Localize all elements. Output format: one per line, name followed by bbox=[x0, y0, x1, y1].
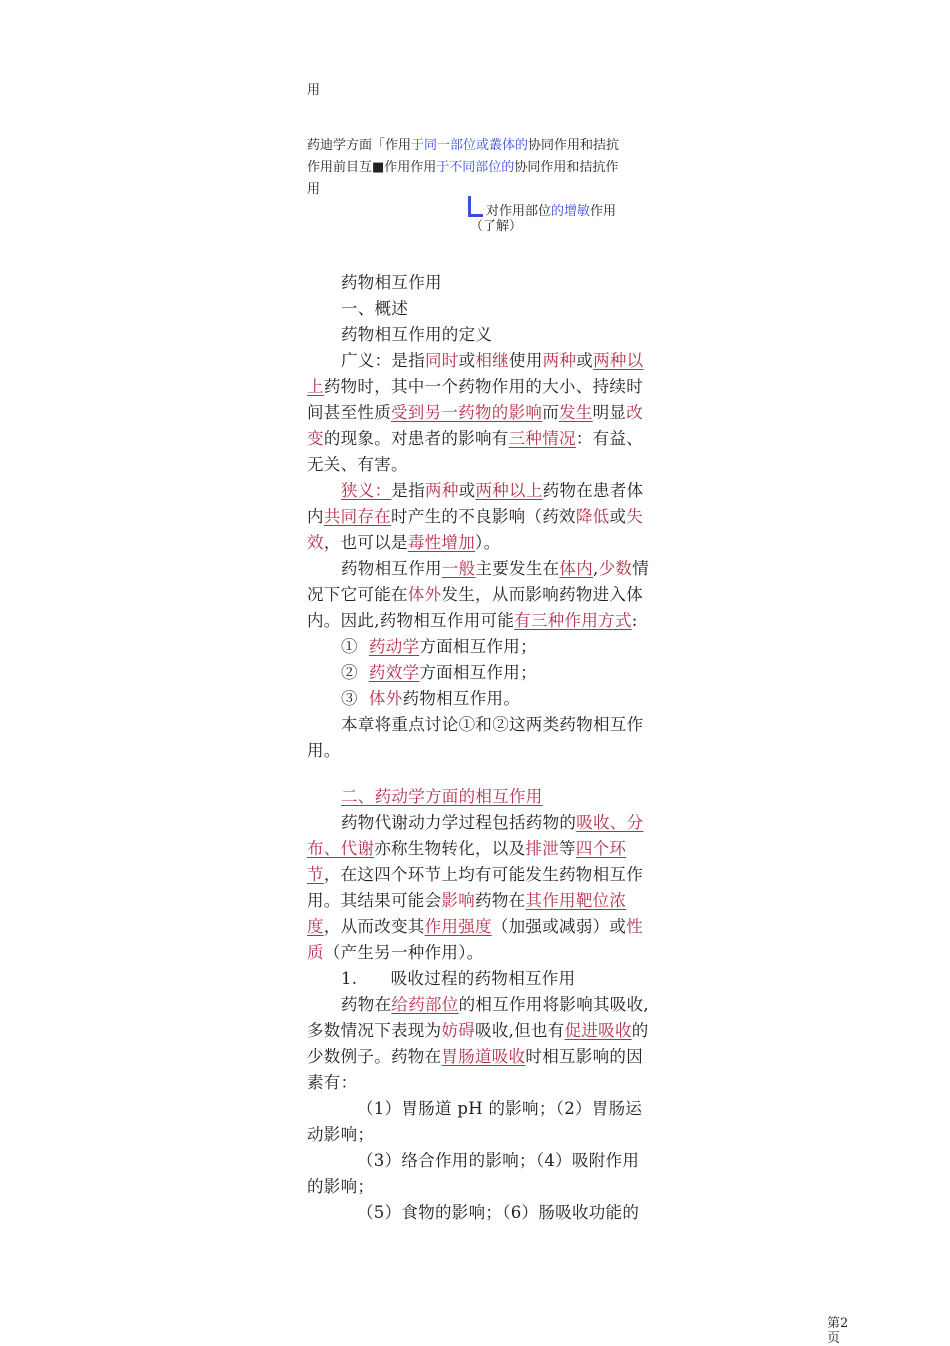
text-run: 亦称生物转化，以及 bbox=[374, 839, 526, 858]
document-body bbox=[307, 270, 652, 1226]
outline-fragment-line: 用 bbox=[307, 83, 321, 98]
factor-line: （5）食物的影响；（6）肠吸收功能的 bbox=[357, 1203, 640, 1222]
text-run: 吸收,但也有 bbox=[475, 1021, 565, 1040]
text-run: 广义：是指 bbox=[341, 351, 425, 370]
outline-highlight: 于同一部位或叢体的 bbox=[411, 138, 529, 153]
highlight-term: 药动学 bbox=[368, 637, 420, 656]
outline-text: 对作用部位 bbox=[486, 204, 552, 219]
bracket-connector-icon bbox=[468, 196, 483, 217]
text-run: 的少数例子。药物在 bbox=[307, 1021, 649, 1066]
highlight-term: 发生 bbox=[559, 403, 593, 422]
text-run: 等 bbox=[559, 839, 576, 858]
factor-line: （1）胃肠道 pH 的影响；（2）胃肠运动影响； bbox=[307, 1099, 643, 1144]
list-item bbox=[307, 686, 652, 712]
outline-text: 协同作用和拮抗作 bbox=[514, 160, 619, 175]
narrow-definition-paragraph bbox=[307, 478, 652, 556]
text-run: 药物时，其中一个药物作用的大小、持续时间甚至性质 bbox=[307, 377, 644, 422]
text-run: 药物相互作用。 bbox=[402, 689, 521, 708]
highlight-term: 降低 bbox=[575, 507, 610, 526]
outline-text: 协同作用和拮抗 bbox=[528, 138, 620, 153]
section-title-text: 二、药动学方面的相互作用 bbox=[341, 787, 543, 806]
text-run: 方面相互作用； bbox=[419, 663, 537, 682]
highlight-term: 两种 bbox=[425, 481, 459, 500]
text-run: : bbox=[631, 611, 638, 630]
list-number: ② bbox=[341, 663, 358, 682]
text-run: 的现象。对患者的影响有 bbox=[323, 429, 509, 448]
text-run: （加强或减弱）或 bbox=[491, 917, 627, 936]
factor-line: （3）络合作用的影响；（4）吸附作用的影响； bbox=[307, 1151, 640, 1196]
highlight-term: 影响 bbox=[441, 891, 476, 910]
text-run: 主要发生在 bbox=[475, 559, 560, 578]
text-run: ：有益、无关、有害。 bbox=[307, 429, 644, 474]
text-run: 是指 bbox=[391, 481, 426, 500]
highlight-term: 作用强度 bbox=[424, 917, 492, 936]
highlight-term: 两种以上 bbox=[475, 481, 543, 500]
highlight-term: 两种以上 bbox=[307, 351, 644, 396]
text-run: 或 bbox=[458, 351, 476, 370]
highlight-term: 毒性增加 bbox=[407, 533, 476, 552]
text-run: 明显 bbox=[592, 403, 627, 422]
text-run: ，在这四个环节上均有可能发生药物相互作用。其结果可能会 bbox=[307, 865, 644, 910]
highlight-term: 给药部位 bbox=[391, 995, 459, 1014]
highlight-term: 吸收、分布、代谢 bbox=[307, 813, 644, 858]
outline-note: （了解） bbox=[470, 219, 523, 234]
highlight-term: 有三种作用方式 bbox=[514, 611, 632, 630]
pharmacokinetics-paragraph bbox=[307, 810, 652, 966]
highlight-term: 胃肠道吸收 bbox=[441, 1047, 526, 1066]
highlight-term: 促进吸收 bbox=[564, 1021, 632, 1040]
text-run: , bbox=[593, 559, 599, 578]
text-run: 药物在 bbox=[341, 995, 392, 1014]
highlight-term: 妨碍 bbox=[441, 1021, 476, 1040]
text-run: ）。 bbox=[475, 533, 501, 552]
highlight-term: 体内 bbox=[559, 559, 594, 578]
highlight-term: 失效 bbox=[307, 507, 644, 552]
text-run: 情况下它可能在 bbox=[307, 559, 649, 604]
text-run: 时相互影响的因素有： bbox=[307, 1047, 644, 1092]
highlight-term: 受到另一药物的影响 bbox=[391, 403, 543, 422]
section-heading bbox=[307, 784, 652, 810]
highlight-term: 同时 bbox=[425, 351, 459, 370]
highlight-term: 两种 bbox=[542, 351, 577, 370]
highlight-term: 一般 bbox=[441, 559, 476, 578]
outline-interaction-line bbox=[307, 157, 652, 179]
text-run: （产生另一种作用）。 bbox=[323, 943, 484, 962]
highlight-term: 共同存在 bbox=[323, 507, 392, 526]
interaction-mode-paragraph bbox=[307, 556, 652, 634]
highlight-term: 改变 bbox=[307, 403, 644, 448]
text-run: 或 bbox=[576, 351, 594, 370]
definition-heading: 药物相互作用的定义 bbox=[341, 325, 493, 344]
highlight-term: 少数 bbox=[598, 559, 633, 578]
subsection-heading: 1. 吸收过程的药物相互作用 bbox=[341, 969, 576, 988]
outline-text: 药迪学方面「作用 bbox=[307, 138, 412, 153]
text-run: 使用 bbox=[509, 351, 543, 370]
outline-fragment-line: 用 bbox=[307, 182, 321, 197]
highlight-term: 药效学 bbox=[368, 663, 420, 682]
highlight-term: 体外 bbox=[368, 689, 403, 708]
highlight-term: 排泄 bbox=[525, 839, 560, 858]
text-run: 药物在患者体内 bbox=[307, 481, 644, 526]
highlight-term: 体外 bbox=[407, 585, 442, 604]
highlight-term: 四个环节 bbox=[307, 839, 627, 884]
text-run: 药物相互作用 bbox=[341, 559, 442, 578]
text-run: 发生，从而影响药物进入体内。因此,药物相互作用可能 bbox=[307, 585, 644, 630]
highlight-term: 狭义： bbox=[341, 481, 392, 500]
text-run: ，也可以是 bbox=[323, 533, 408, 552]
list-item bbox=[307, 634, 652, 660]
outline-pharmacodynamics-line bbox=[307, 135, 652, 157]
highlight-term: 其作用靶位浓度 bbox=[307, 891, 627, 936]
text-run: 时产生的不良影响（药效 bbox=[391, 507, 576, 526]
absorption-paragraph bbox=[307, 992, 652, 1096]
outline-highlight: 于不同部位的 bbox=[436, 160, 515, 175]
text-run: 方面相互作用； bbox=[419, 637, 537, 656]
outline-text: 作用 bbox=[590, 204, 617, 219]
broad-definition-paragraph bbox=[307, 348, 652, 478]
text-run: 或 bbox=[609, 507, 627, 526]
chapter-focus-paragraph: 本章将重点讨论①和②这两类药物相互作用。 bbox=[307, 715, 644, 760]
section-title: 药物相互作用 bbox=[341, 273, 442, 292]
highlight-term: 相继 bbox=[475, 351, 510, 370]
highlight-term: 性质 bbox=[307, 917, 644, 962]
heading-overview: 一、概述 bbox=[341, 299, 409, 318]
list-number: ① bbox=[341, 637, 358, 656]
text-run: 药物代谢动力学过程包括药物的 bbox=[341, 813, 577, 832]
text-run: ，从而改变其 bbox=[323, 917, 425, 936]
list-number: ③ bbox=[341, 689, 358, 708]
outline-highlight: 的增敏 bbox=[551, 204, 591, 219]
list-item bbox=[307, 660, 652, 686]
text-run: 而 bbox=[542, 403, 560, 422]
page-number: 第2页 bbox=[827, 1316, 849, 1346]
text-run: 药物在 bbox=[475, 891, 526, 910]
highlight-term: 三种情况 bbox=[508, 429, 576, 448]
outline-text: 作用前目互■作用作用 bbox=[307, 160, 437, 175]
text-run: 的相互作用将影响其吸收,多数情况下表现为 bbox=[307, 995, 649, 1040]
text-run: 或 bbox=[458, 481, 476, 500]
